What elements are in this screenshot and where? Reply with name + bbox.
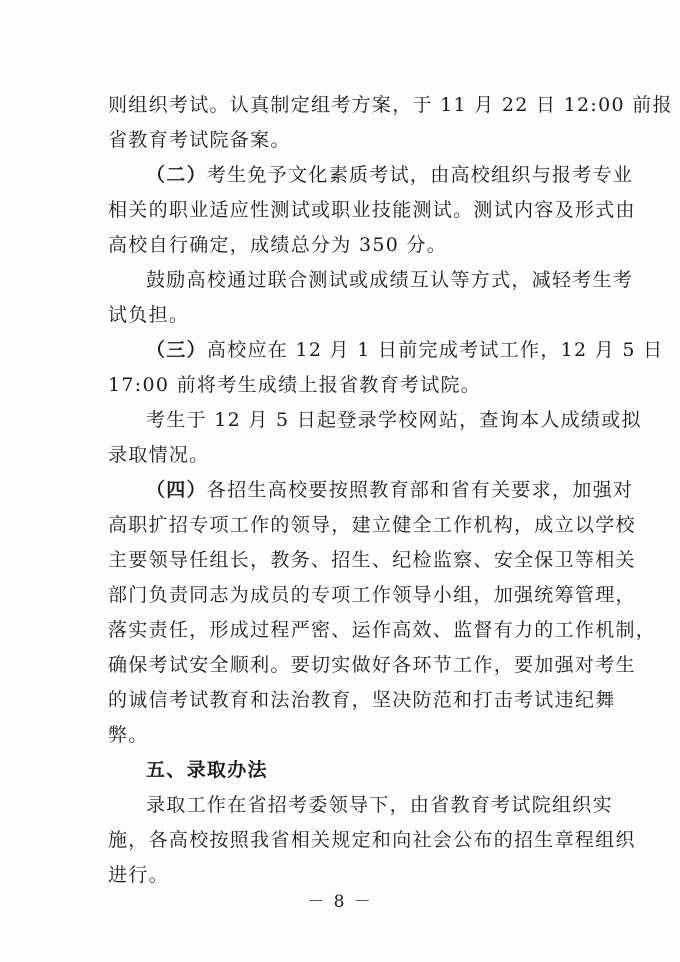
page-body (108, 88, 673, 893)
paragraph-section-3 (108, 333, 664, 403)
section-label: （二） (146, 164, 207, 186)
text-line: 的诚信考试教育和法治教育，坚决防范和打击考试违纪舞 (108, 689, 616, 711)
text-line: 确保考试安全顺利。要切实做好各环节工作，要加强对考生 (108, 654, 636, 676)
text-line: 高校自行确定，成绩总分为 350 分。 (108, 234, 448, 256)
paragraph-continued (108, 88, 673, 158)
text-line: 落实责任，形成过程严密、运作高效、监督有力的工作机制， (108, 619, 657, 641)
text-line: 录取工作在省招考委领导下，由省教育考试院组织实 (146, 794, 613, 816)
text-line (108, 473, 634, 508)
text-line: 高职扩招专项工作的领导，建立健全工作机构，成立以学校 (108, 514, 636, 536)
text-line: 考生于 12 月 5 日起登录学校网站，查询本人成绩或拟 (146, 409, 642, 431)
text-line: 相关的职业适应性测试或职业技能测试。测试内容及形式由 (108, 199, 636, 221)
paragraph-check-results (108, 403, 642, 473)
text-line: 则组织考试。认真制定组考方案，于 11 月 22 日 12:00 前报 (108, 94, 673, 116)
text-line: 省教育考试院备案。 (108, 129, 291, 151)
page-number: － 8 － (307, 892, 373, 912)
text-line: 主要领导任组长，教务、招生、纪检监察、安全保卫等相关 (108, 549, 636, 571)
text-line (108, 158, 634, 193)
paragraph-admission (108, 788, 636, 893)
section-label: （四） (146, 479, 207, 501)
text-line: 鼓励高校通过联合测试或成绩互认等方式，减轻考生考 (146, 269, 634, 291)
text-run: 各招生高校要按照教育部和省有关要求，加强对 (206, 479, 634, 501)
text-line (108, 333, 664, 368)
section-heading: 五、录取办法 (146, 759, 268, 781)
text-line: 录取情况。 (108, 444, 210, 466)
text-run: 高校应在 12 月 1 日前完成考试工作，12 月 5 日 (206, 339, 664, 361)
text-line: 进行。 (108, 864, 169, 886)
text-line: 弊。 (108, 724, 149, 746)
text-line: 试负担。 (108, 304, 190, 326)
section-label: （三） (146, 339, 207, 361)
paragraph-section-4 (108, 473, 657, 753)
text-line: 施，各高校按照我省相关规定和向社会公布的招生章程组织 (108, 829, 636, 851)
text-line: 17:00 前将考生成绩上报省教育考试院。 (108, 374, 482, 396)
text-line: 部门负责同志为成员的专项工作领导小组，加强统筹管理， (108, 584, 636, 606)
paragraph-encourage (108, 263, 634, 333)
paragraph-section-2 (108, 158, 636, 263)
text-run: 考生免予文化素质考试，由高校组织与报考专业 (206, 164, 634, 186)
